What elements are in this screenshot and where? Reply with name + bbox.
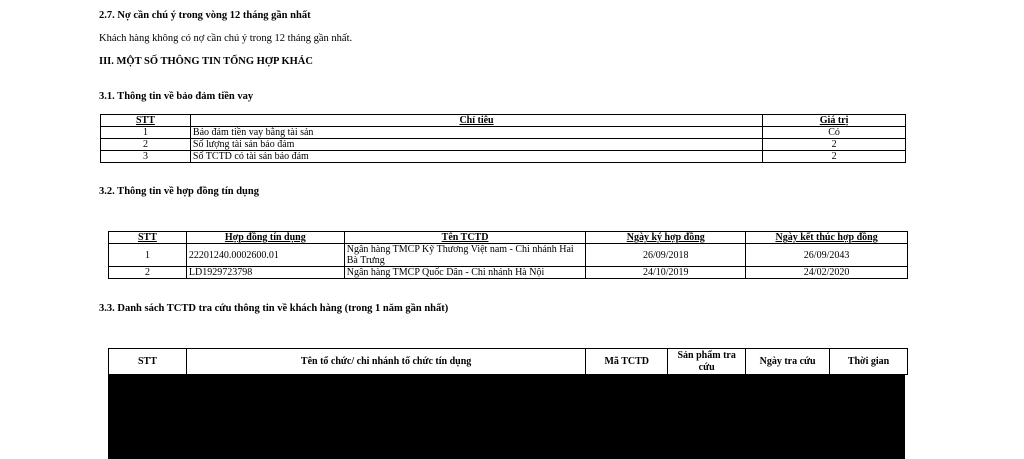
table-header-row	[109, 349, 908, 375]
column-header: Giá trị	[763, 115, 906, 127]
section-2-7-text: Khách hàng không có nợ cần chú ý trong 12 tháng gần nhất.	[99, 33, 353, 44]
table-cell: 24/10/2019	[586, 267, 746, 279]
table-cell: 26/09/2018	[586, 244, 746, 267]
table-header-row	[109, 232, 908, 244]
section-3-2-heading: 3.2. Thông tin về hợp đồng tín dụng	[99, 186, 259, 197]
section-3-3-heading: 3.3. Danh sách TCTD tra cứu thông tin về khách hàng (trong 1 năm gần nhất)	[99, 303, 449, 314]
table-row	[109, 267, 908, 279]
column-header: Chỉ tiêu	[190, 115, 762, 127]
table-cell: 1	[101, 127, 191, 139]
collateral-table	[100, 114, 906, 163]
column-header: Tên TCTD	[344, 232, 586, 244]
table-cell: 3	[101, 151, 191, 163]
table-cell: Có	[763, 127, 906, 139]
table-cell: 1	[109, 244, 187, 267]
column-header: Mã TCTD	[586, 349, 668, 375]
table-cell: Số TCTD có tài sản bảo đảm	[190, 151, 762, 163]
table-header-row	[101, 115, 906, 127]
column-header: Thời gian	[830, 349, 908, 375]
section-3-heading: III. MỘT SỐ THÔNG TIN TỔNG HỢP KHÁC	[99, 56, 313, 67]
table-cell: 2	[109, 267, 187, 279]
table-cell: Số lượng tài sản bảo đảm	[190, 139, 762, 151]
credit-contract-table	[108, 231, 908, 279]
table-cell: LD1929723798	[186, 267, 344, 279]
section-2-7-heading: 2.7. Nợ cần chú ý trong vòng 12 tháng gần nhất	[99, 10, 311, 21]
column-header: STT	[109, 232, 187, 244]
table-cell: 22201240.0002600.01	[186, 244, 344, 267]
section-3-1-heading: 3.1. Thông tin về bảo đảm tiền vay	[99, 91, 254, 102]
column-header: Sản phẩm tra cứu	[668, 349, 746, 375]
column-header: Hợp đồng tín dụng	[186, 232, 344, 244]
table-cell: 2	[763, 151, 906, 163]
table-cell: Ngân hàng TMCP Kỹ Thương Việt nam - Chi nhánh Hai Bà Trưng	[344, 244, 586, 267]
table-cell: 2	[763, 139, 906, 151]
column-header: Ngày tra cứu	[746, 349, 830, 375]
table-row	[101, 127, 906, 139]
table-cell: 26/09/2043	[746, 244, 908, 267]
table-row	[101, 151, 906, 163]
column-header: STT	[101, 115, 191, 127]
credit-inquiry-table	[108, 348, 908, 375]
column-header: STT	[109, 349, 187, 375]
table-cell: 2	[101, 139, 191, 151]
table-cell: 24/02/2020	[746, 267, 908, 279]
redacted-block	[108, 375, 905, 459]
table-cell: Bảo đảm tiền vay bằng tài sản	[190, 127, 762, 139]
table-row	[101, 139, 906, 151]
column-header: Tên tổ chức/ chi nhánh tổ chức tín dụng	[186, 349, 585, 375]
table-row	[109, 244, 908, 267]
column-header: Ngày ký hợp đồng	[586, 232, 746, 244]
table-cell: Ngân hàng TMCP Quốc Dân - Chi nhánh Hà Nội	[344, 267, 586, 279]
column-header: Ngày kết thúc hợp đồng	[746, 232, 908, 244]
